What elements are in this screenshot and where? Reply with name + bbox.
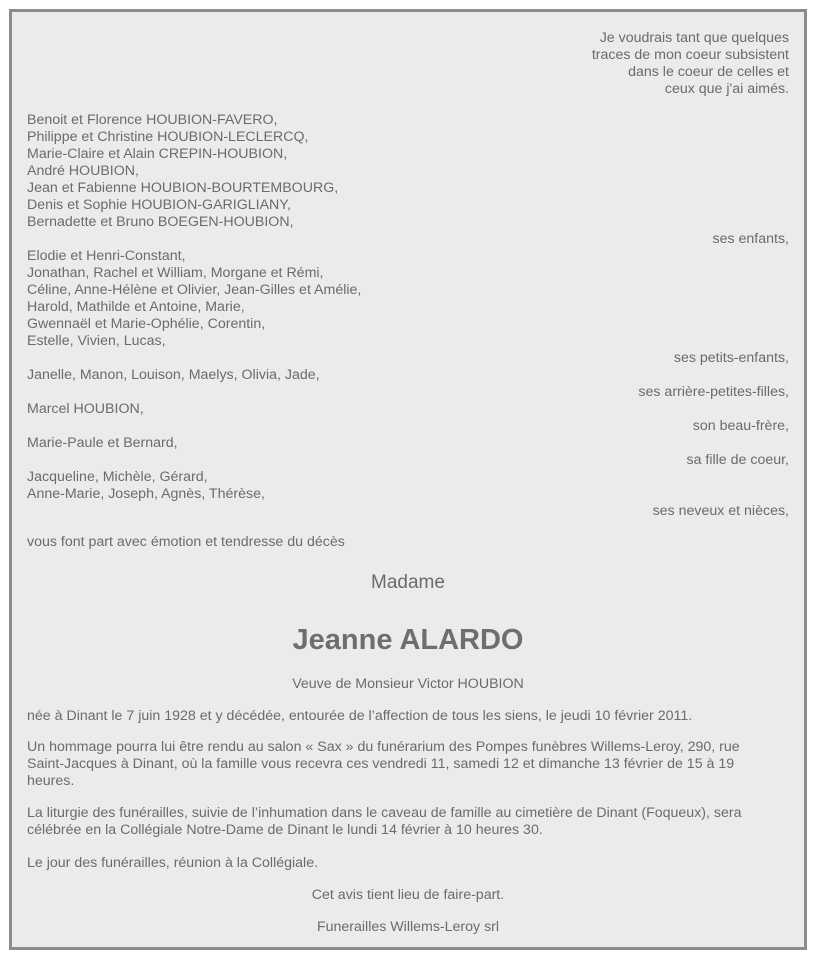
obituary-card bbox=[9, 9, 807, 950]
relation-label-heart-daughter: sa fille de coeur, bbox=[686, 452, 789, 468]
relation-label-nephews: ses neveux et nièces, bbox=[652, 503, 789, 519]
family-line: Marcel HOUBION, bbox=[27, 401, 144, 417]
tribute-paragraph bbox=[27, 739, 789, 790]
birth-death-text: née à Dinant le 7 juin 1928 et y décédée, entourée de l’affection de tous les siens, le jeudi 10 février 2011. bbox=[27, 708, 693, 724]
family-line: Bernadette et Bruno BOEGEN-HOUBION, bbox=[27, 214, 294, 230]
deceased-name: Jeanne ALARDO bbox=[292, 624, 524, 656]
family-line: Jean et Fabienne HOUBION-BOURTEMBOURG, bbox=[27, 180, 339, 196]
family-line: Estelle, Vivien, Lucas, bbox=[27, 333, 166, 349]
epigraph-quote bbox=[27, 30, 789, 98]
paragraph-line: La liturgie des funérailles, suivie de l’inhumation dans le caveau de famille au cimetière de Dinant (Foqueux), sera bbox=[27, 805, 742, 821]
family-line: Céline, Anne-Hélène et Olivier, Jean-Gilles et Amélie, bbox=[27, 282, 362, 298]
family-line: Gwennaël et Marie-Ophélie, Corentin, bbox=[27, 316, 266, 332]
meeting-text: Le jour des funérailles, réunion à la Collégiale. bbox=[27, 855, 319, 871]
family-line: Elodie et Henri-Constant, bbox=[27, 248, 186, 264]
relation-label-grandchildren: ses petits-enfants, bbox=[673, 350, 789, 366]
brother-in-law-entry bbox=[27, 401, 789, 435]
widow-of-text: Veuve de Monsieur Victor HOUBION bbox=[292, 676, 524, 692]
quote-line: ceux que j'ai aimés. bbox=[664, 81, 789, 97]
heart-daughter-entry bbox=[27, 435, 789, 469]
quote-line: Je voudrais tant que quelques bbox=[599, 30, 789, 46]
quote-line: traces de mon coeur subsistent bbox=[591, 47, 789, 63]
family-line: Harold, Mathilde et Antoine, Marie, bbox=[27, 299, 245, 315]
paragraph-line: Saint-Jacques à Dinant, où la famille vous recevra ces vendredi 11, samedi 12 et dimanche 13 février de 15 à 19 bbox=[27, 756, 735, 772]
family-line: Marie-Claire et Alain CREPIN-HOUBION, bbox=[27, 146, 288, 162]
grandchildren-list bbox=[27, 248, 789, 367]
relation-label-brother-in-law: son beau-frère, bbox=[692, 418, 789, 434]
great-granddaughters-list bbox=[27, 367, 789, 401]
family-line: Philippe et Christine HOUBION-LECLERCQ, bbox=[27, 129, 309, 145]
funeral-home-name: Funerailles Willems-Leroy srl bbox=[316, 919, 500, 935]
family-line: Marie-Paule et Bernard, bbox=[27, 435, 178, 451]
paragraph-line: Un hommage pourra lui être rendu au salon « Sax » du funérarium des Pompes funèbres Willems-Leroy, 290, rue bbox=[27, 739, 740, 755]
nephews-list bbox=[27, 469, 789, 520]
children-list bbox=[27, 112, 789, 248]
paragraph-line: heures. bbox=[27, 773, 75, 789]
relation-label-children: ses enfants, bbox=[712, 231, 789, 247]
family-line: Jacqueline, Michèle, Gérard, bbox=[27, 469, 208, 485]
deceased-title: Madame bbox=[371, 572, 445, 593]
family-line: Benoit et Florence HOUBION-FAVERO, bbox=[27, 112, 278, 128]
liturgy-paragraph bbox=[27, 805, 789, 839]
quote-line: dans le coeur de celles et bbox=[628, 64, 789, 80]
notice-text: Cet avis tient lieu de faire-part. bbox=[311, 887, 505, 903]
relation-label-great-granddaughters: ses arrière-petites-filles, bbox=[638, 384, 789, 400]
announcement-text: vous font part avec émotion et tendresse du décès bbox=[27, 534, 345, 550]
family-line: André HOUBION, bbox=[27, 163, 139, 179]
family-line: Jonathan, Rachel et William, Morgane et Rémi, bbox=[27, 265, 324, 281]
paragraph-line: célébrée en la Collégiale Notre-Dame de Dinant le lundi 14 février à 10 heures 30. bbox=[27, 822, 543, 838]
family-line: Denis et Sophie HOUBION-GARIGLIANY, bbox=[27, 197, 291, 213]
family-line: Janelle, Manon, Louison, Maelys, Olivia, Jade, bbox=[27, 367, 320, 383]
family-line: Anne-Marie, Joseph, Agnès, Thérèse, bbox=[27, 486, 265, 502]
